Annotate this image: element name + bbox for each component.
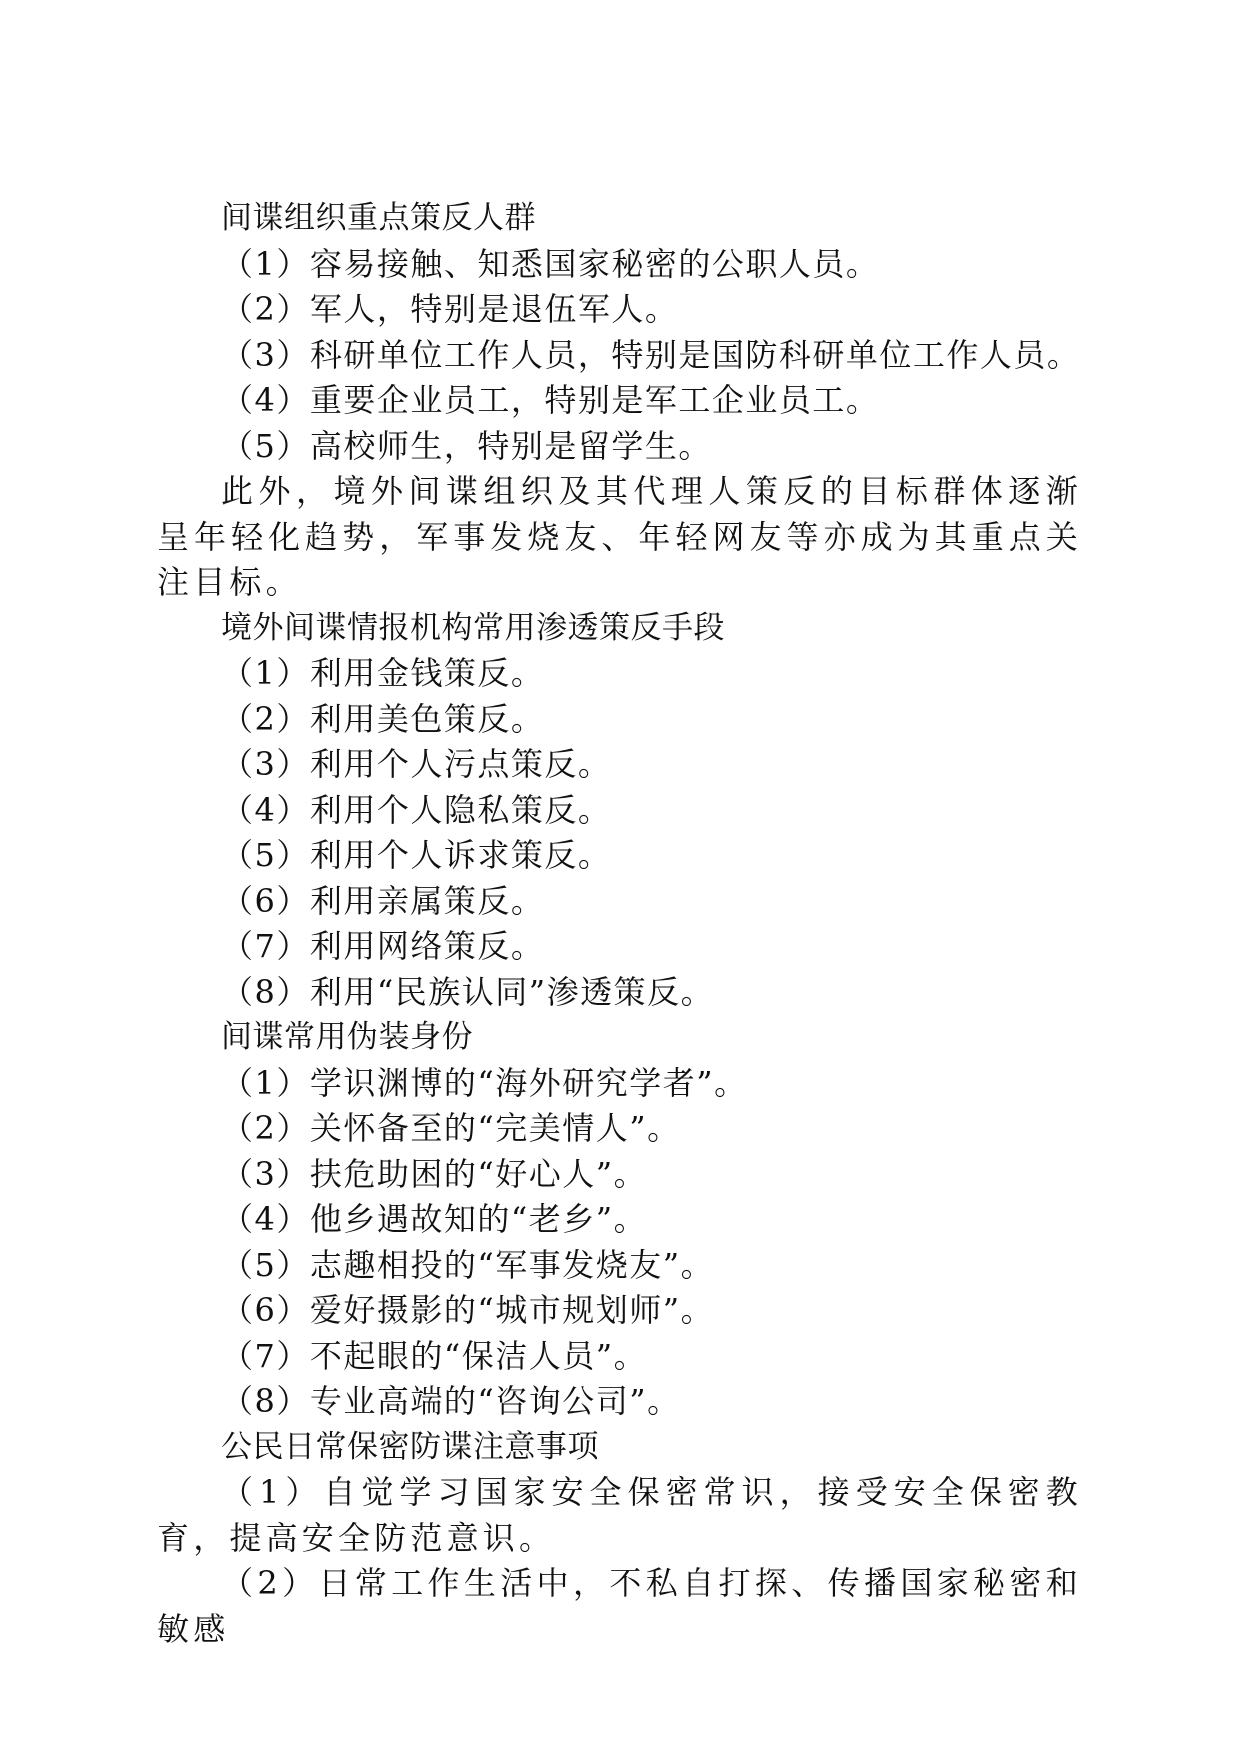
list-item: （4）重要企业员工，特别是军工企业员工。 <box>221 381 880 419</box>
list-item: （3）扶危助困的“好心人”。 <box>221 1154 648 1193</box>
list-item: （6）利用亲属策反。 <box>221 881 545 920</box>
list-item: （5）高校师生，特别是留学生。 <box>221 426 712 465</box>
body-paragraph: 此外，境外间谍组织及其代理人策反的目标群体逐渐呈年轻化趋势，军事发烧友、年轻网友等亦成为其重点关注目标。 <box>157 472 1082 601</box>
list-item: （2）利用美色策反。 <box>221 699 545 738</box>
list-item: （4）他乡遇故知的“老乡”。 <box>221 1200 648 1238</box>
list-item: （8）利用“民族认同”渗透策反。 <box>221 972 715 1011</box>
list-item: （6）爱好摄影的“城市规划师”。 <box>221 1291 715 1329</box>
document-body <box>157 196 1082 1652</box>
list-item: （1）学识渊博的“海外研究学者”。 <box>221 1063 748 1102</box>
list-item: （4）利用个人隐私策反。 <box>221 790 612 829</box>
list-item: （1）利用金钱策反。 <box>221 654 545 692</box>
list-item: （2）军人，特别是退伍军人。 <box>221 290 679 328</box>
list-item: （5）志趣相投的“军事发烧友”。 <box>221 1245 715 1284</box>
list-item: （2）关怀备至的“完美情人”。 <box>221 1109 681 1147</box>
list-item: （8）专业高端的“咨询公司”。 <box>221 1382 681 1420</box>
list-item: （3）科研单位工作人员，特别是国防科研单位工作人员。 <box>221 335 1081 374</box>
section-heading: 境外间谍情报机构常用渗透策反手段 <box>221 609 725 646</box>
list-item: （5）利用个人诉求策反。 <box>221 836 612 874</box>
section-heading: 间谍组织重点策反人群 <box>221 200 536 236</box>
list-item: （3）利用个人污点策反。 <box>221 745 612 783</box>
list-item: （2）日常工作生活中，不私自打探、传播国家秘密和敏感 <box>157 1564 1082 1648</box>
list-item: （1）容易接触、知悉国家秘密的公职人员。 <box>221 244 880 283</box>
section-heading: 间谍常用伪装身份 <box>221 1019 473 1055</box>
list-item: （7）不起眼的“保洁人员”。 <box>221 1336 648 1375</box>
list-item: （7）利用网络策反。 <box>221 927 545 965</box>
section-heading: 公民日常保密防谍注意事项 <box>221 1428 599 1465</box>
list-item: （1）自觉学习国家安全保密常识，接受安全保密教育，提高安全防范意识。 <box>157 1473 1082 1557</box>
